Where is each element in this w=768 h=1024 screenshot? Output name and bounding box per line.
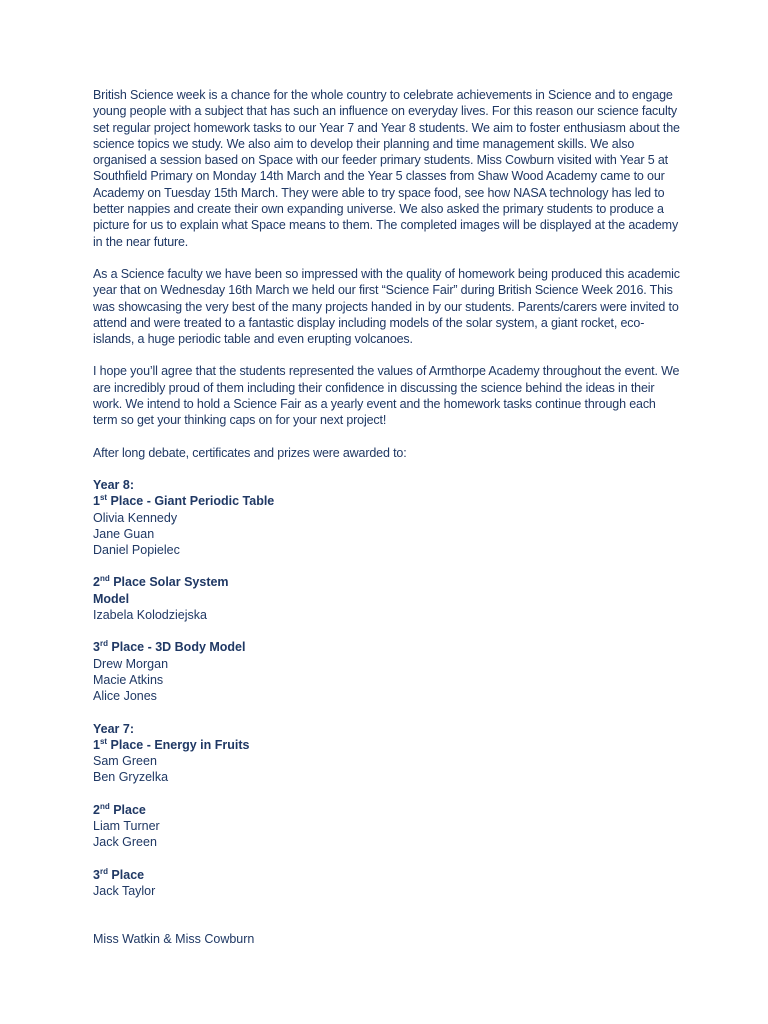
year7-first-place: 1st Place - Energy in Fruits <box>93 736 250 752</box>
year7-second-place: 2nd Place <box>93 801 146 817</box>
signature: Miss Watkin & Miss Cowburn <box>93 932 255 947</box>
name-item: Daniel Popielec <box>93 543 180 558</box>
year8-second-place: 2nd Place Solar System <box>93 574 229 590</box>
awards-intro: After long debate, certificates and prizes were awarded to: <box>93 445 407 460</box>
year8-section <box>93 477 683 705</box>
name-item: Olivia Kennedy <box>93 510 178 525</box>
name-item: Izabela Kolodziejska <box>93 608 207 623</box>
year8-second-place-cont: Model <box>93 591 130 606</box>
paragraph-science-week: British Science week is a chance for the whole country to celebrate achievements in Science and to engage young people with a subject that has such an influence on everyday lives. For this reason our science faculty set regular project homework tasks to our Year 7 and Year 8 students. We aim to foster enthusiasm about the science topics we study. We also aim to develop their planning and time management skills. We also organised a session based on Space with our feeder primary students. Miss Cowburn visited with Year 5 at Southfield Primary on Monday 14th March and the Year 5 classes from Shaw Wood Academy came to our Academy on Tuesday 15th March. They were able to try space food, see how NASA technology has led to better nappies and create their own expanding universe. We also asked the primary students to produce a picture for us to explain what Space means to them. The completed images will be displayed at the academy in the near future. <box>93 88 680 249</box>
document-page <box>93 87 683 947</box>
paragraph-values: I hope you’ll agree that the students represented the values of Armthorpe Academy throughout the event. We are incredibly proud of them including their confidence in discussing the science behind the ideas in their work. We intend to hold a Science Fair as a yearly event and the homework tasks continue through each term so get your thinking caps on for your next project! <box>93 364 680 428</box>
name-item: Jane Guan <box>93 526 155 541</box>
name-item: Jack Taylor <box>93 883 156 898</box>
year7-section <box>93 721 683 900</box>
name-item: Drew Morgan <box>93 656 169 671</box>
name-item: Sam Green <box>93 754 157 769</box>
name-item: Jack Green <box>93 835 157 850</box>
year8-third-place: 3rd Place - 3D Body Model <box>93 639 246 655</box>
year8-heading: Year 8: <box>93 477 135 492</box>
year7-third-place: 3rd Place <box>93 866 145 882</box>
name-item: Macie Atkins <box>93 672 164 687</box>
year8-first-place: 1st Place - Giant Periodic Table <box>93 493 275 509</box>
name-item: Liam Turner <box>93 818 160 833</box>
year7-heading: Year 7: <box>93 721 135 736</box>
name-item: Alice Jones <box>93 689 157 704</box>
name-item: Ben Gryzelka <box>93 770 169 785</box>
paragraph-science-fair: As a Science faculty we have been so impressed with the quality of homework being produced this academic year that on Wednesday 16th March we held our first “Science Fair” during British Science Week 2016. This was showcasing the very best of the many projects handed in by our students. Parents/carers were invited to attend and were treated to a fantastic display including models of the solar system, a giant rocket, eco-islands, a huge periodic table and even erupting volcanoes. <box>93 266 680 347</box>
